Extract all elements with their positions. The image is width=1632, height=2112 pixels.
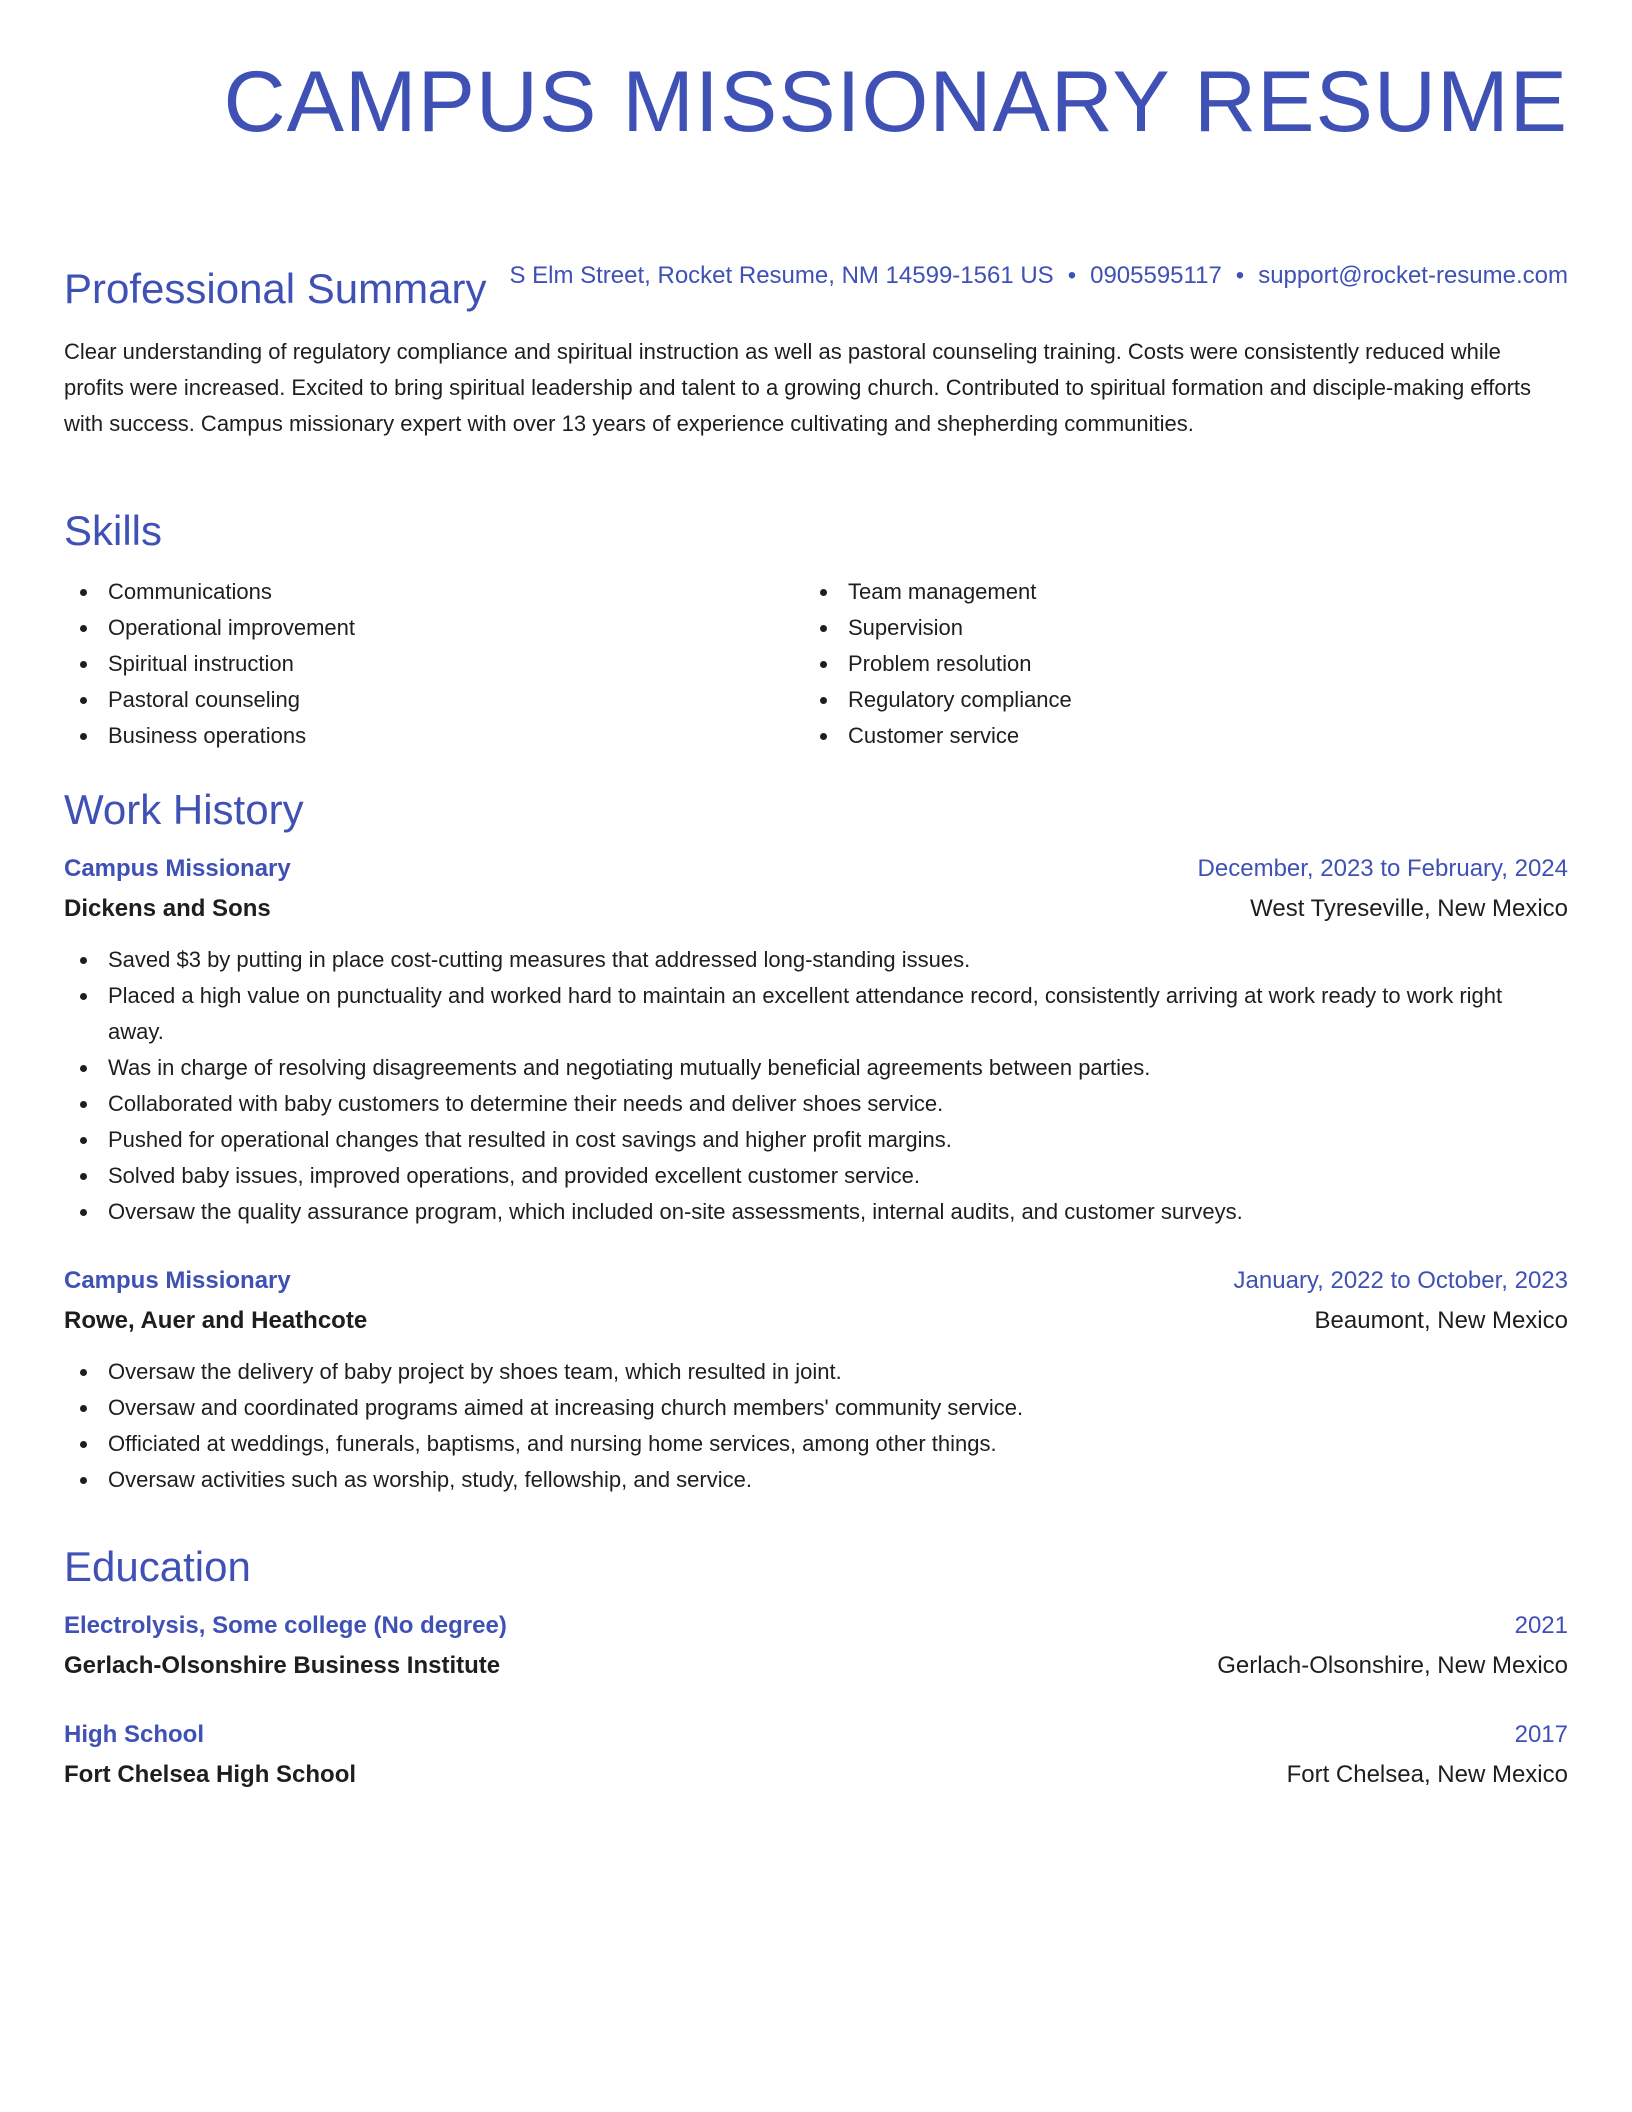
degree-name: Electrolysis, Some college (No degree) [64, 1612, 507, 1639]
education-header [64, 1611, 1568, 1641]
job-dates: December, 2023 to February, 2024 [1197, 855, 1568, 882]
skills-heading: Skills [64, 507, 163, 554]
education-entry [64, 1720, 1568, 1790]
job-subheader [64, 894, 1568, 924]
phone[interactable]: 0905595117 [1090, 262, 1222, 289]
job-bullet: Solved baby issues, improved operations, and provided excellent customer service. [64, 1158, 1568, 1194]
skill-item: Team management [804, 574, 1544, 610]
skill-item: Problem resolution [804, 646, 1544, 682]
job-dates: January, 2022 to October, 2023 [1233, 1267, 1568, 1294]
job-bullet: Collaborated with baby customers to determine their needs and deliver shoes service. [64, 1086, 1568, 1122]
address: S Elm Street, Rocket Resume, NM 14599-1561 US [509, 262, 1054, 289]
skill-item: Supervision [804, 610, 1544, 646]
skills-column-left [64, 574, 804, 754]
job-entry [64, 854, 1568, 1230]
contact-separator: • [1067, 262, 1077, 289]
education-year: 2021 [1514, 1612, 1568, 1639]
education-entry [64, 1611, 1568, 1681]
job-bullet: Officiated at weddings, funerals, baptisms, and nursing home services, among other things. [64, 1426, 1568, 1462]
skill-item: Communications [64, 574, 804, 610]
skill-item: Business operations [64, 718, 804, 754]
degree-name: High School [64, 1721, 204, 1748]
job-location: West Tyreseville, New Mexico [1250, 895, 1568, 922]
skill-item: Regulatory compliance [804, 682, 1544, 718]
education-header [64, 1720, 1568, 1750]
job-subheader [64, 1306, 1568, 1336]
school-location: Fort Chelsea, New Mexico [1286, 1761, 1568, 1788]
job-bullet: Oversaw the quality assurance program, which included on-site assessments, internal audits, and customer surveys. [64, 1194, 1568, 1230]
education-subheader [64, 1760, 1568, 1790]
job-title: Campus Missionary [64, 1267, 291, 1294]
skills-list [64, 574, 1568, 754]
job-location: Beaumont, New Mexico [1314, 1307, 1568, 1334]
job-bullet: Saved $3 by putting in place cost-cutting measures that addressed long-standing issues. [64, 942, 1568, 978]
contact-line [509, 261, 1568, 291]
job-bullet: Oversaw the delivery of baby project by shoes team, which resulted in joint. [64, 1354, 1568, 1390]
job-bullets [64, 942, 1568, 1230]
resume-title: CAMPUS MISSIONARY RESUME [223, 54, 1568, 150]
education-heading: Education [64, 1543, 251, 1590]
contact-separator: • [1235, 262, 1245, 289]
summary-heading: Professional Summary [64, 265, 487, 312]
skill-item: Pastoral counseling [64, 682, 804, 718]
skill-item: Customer service [804, 718, 1544, 754]
education-year: 2017 [1514, 1721, 1568, 1748]
school-name: Fort Chelsea High School [64, 1761, 357, 1788]
company-name: Dickens and Sons [64, 895, 271, 922]
skill-item: Spiritual instruction [64, 646, 804, 682]
job-bullet: Placed a high value on punctuality and worked hard to maintain an excellent attendance record, consistently arriving at work ready to work right away. [64, 978, 1568, 1050]
education-subheader [64, 1651, 1568, 1681]
job-title: Campus Missionary [64, 855, 291, 882]
job-bullet: Pushed for operational changes that resulted in cost savings and higher profit margins. [64, 1122, 1568, 1158]
skills-column-right [804, 574, 1544, 754]
company-name: Rowe, Auer and Heathcote [64, 1307, 368, 1334]
summary-text: Clear understanding of regulatory compliance and spiritual instruction as well as pastoral counseling training. Costs were consistently reduced while profits were increased. Excited to bring spiritual leadership and talent to a growing church. Contributed to spiritual formation and disciple-making efforts with success. Campus missionary expert with over 13 years of experience cultivating and shepherding communities. [64, 339, 1532, 436]
job-entry [64, 1266, 1568, 1498]
job-header [64, 854, 1568, 884]
email-link[interactable]: support@rocket-resume.com [1258, 262, 1568, 289]
job-bullets [64, 1354, 1568, 1498]
skill-item: Operational improvement [64, 610, 804, 646]
school-name: Gerlach-Olsonshire Business Institute [64, 1652, 501, 1679]
job-bullet: Oversaw and coordinated programs aimed at increasing church members' community service. [64, 1390, 1568, 1426]
job-bullet: Was in charge of resolving disagreements and negotiating mutually beneficial agreements between parties. [64, 1050, 1568, 1086]
job-bullet: Oversaw activities such as worship, study, fellowship, and service. [64, 1462, 1568, 1498]
job-header [64, 1266, 1568, 1296]
school-location: Gerlach-Olsonshire, New Mexico [1217, 1652, 1568, 1679]
work-history-heading: Work History [64, 786, 304, 833]
